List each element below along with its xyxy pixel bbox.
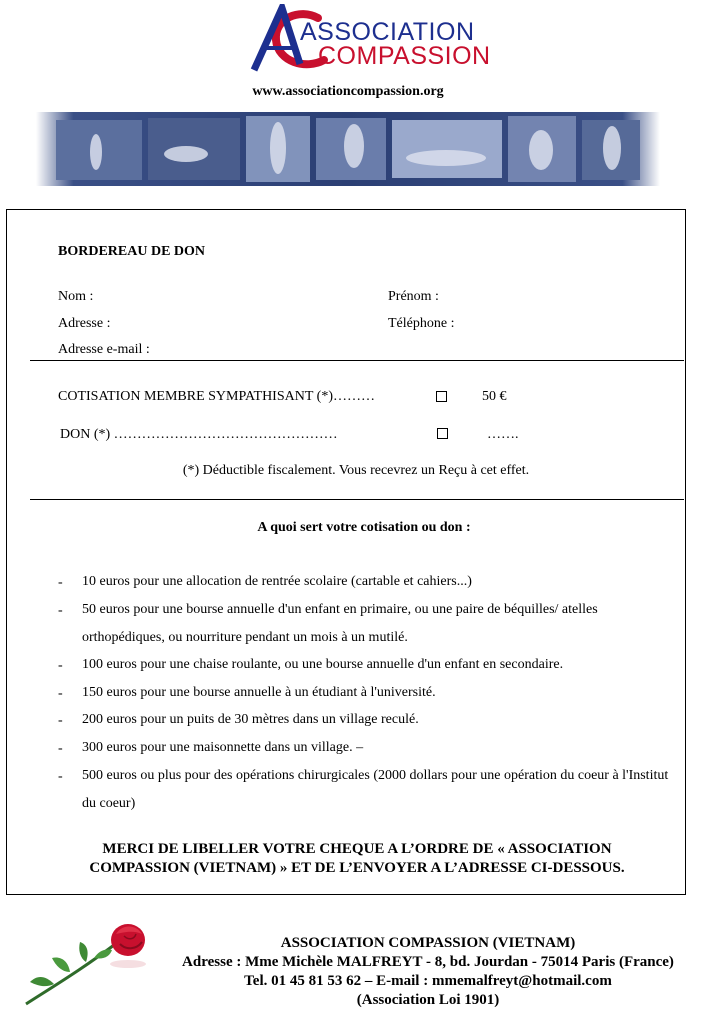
- usage-item: 300 euros pour une maisonnette dans un village. –: [82, 740, 364, 755]
- website-link[interactable]: www.associationcompassion.org: [252, 84, 444, 99]
- bullet-marker: -: [58, 575, 63, 590]
- nom-label: Nom :: [58, 289, 94, 304]
- cheque-instructions-line1: MERCI DE LIBELLER VOTRE CHEQUE A L’ORDRE DE « ASSOCIATION: [102, 841, 612, 857]
- divider: [30, 360, 684, 361]
- divider: [30, 499, 684, 500]
- prenom-label: Prénom :: [388, 289, 439, 304]
- don-checkbox[interactable]: [437, 428, 448, 439]
- bullet-marker: -: [58, 741, 63, 756]
- usage-item: 150 euros pour une bourse annuelle à un étudiant à l'université.: [82, 685, 436, 700]
- don-label: DON (*) …………………………………………: [60, 427, 338, 442]
- usage-item: 50 euros pour une bourse annuelle d'un enfant en primaire, ou une paire de béquilles/ atelles orthopédiques, ou nourriture pendant un mois à un mutilé.: [82, 602, 598, 645]
- bullet-marker: -: [58, 603, 63, 618]
- usage-item: 200 euros pour un puits de 30 mètres dans un village reculé.: [82, 712, 419, 727]
- footer-legal-status: (Association Loi 1901): [356, 992, 500, 1008]
- telephone-label: Téléphone :: [388, 316, 455, 331]
- usage-title: A quoi sert votre cotisation ou don :: [257, 520, 471, 535]
- rose-icon: [24, 920, 148, 1006]
- logo-text-compassion: COMPASSION: [318, 42, 491, 70]
- usage-item: 500 euros ou plus pour des opérations chirurgicales (2000 dollars pour une opération du coeur à l'Institut du coeur): [82, 768, 669, 811]
- footer-contact: [150, 934, 706, 1010]
- cotisation-label: COTISATION MEMBRE SYMPATHISANT (*)………: [58, 389, 375, 404]
- adresse-label: Adresse :: [58, 316, 111, 331]
- logo-text-association: ASSOCIATION: [300, 18, 475, 46]
- footer-phone-email[interactable]: Tel. 01 45 81 53 62 – E-mail : mmemalfreyt@hotmail.com: [244, 973, 612, 989]
- usage-item: 100 euros pour une chaise roulante, ou une bourse annuelle d'un enfant en secondaire.: [82, 657, 564, 672]
- cotisation-amount: 50 €: [482, 389, 507, 404]
- photo-banner: [36, 112, 660, 186]
- don-amount: …….: [487, 427, 519, 442]
- footer-address: Adresse : Mme Michèle MALFREYT - 8, bd. Jourdan - 75014 Paris (France): [182, 954, 674, 970]
- email-label: Adresse e-mail :: [58, 342, 150, 357]
- association-logo: [248, 4, 491, 76]
- cotisation-checkbox[interactable]: [436, 391, 447, 402]
- bullet-marker: -: [58, 686, 63, 701]
- usage-item: 10 euros pour une allocation de rentrée scolaire (cartable et cahiers...): [82, 574, 472, 589]
- bullet-marker: -: [58, 713, 63, 728]
- cheque-instructions: [30, 840, 684, 878]
- bullet-marker: -: [58, 658, 63, 673]
- bullet-marker: -: [58, 769, 63, 784]
- form-title: BORDEREAU DE DON: [58, 244, 206, 259]
- cheque-instructions-line2: COMPASSION (VIETNAM) » ET DE L’ENVOYER A L’ADRESSE CI-DESSOUS.: [89, 860, 625, 876]
- tax-note: (*) Déductible fiscalement. Vous recevrez un Reçu à cet effet.: [182, 463, 530, 478]
- footer-org-name: ASSOCIATION COMPASSION (VIETNAM): [280, 935, 576, 951]
